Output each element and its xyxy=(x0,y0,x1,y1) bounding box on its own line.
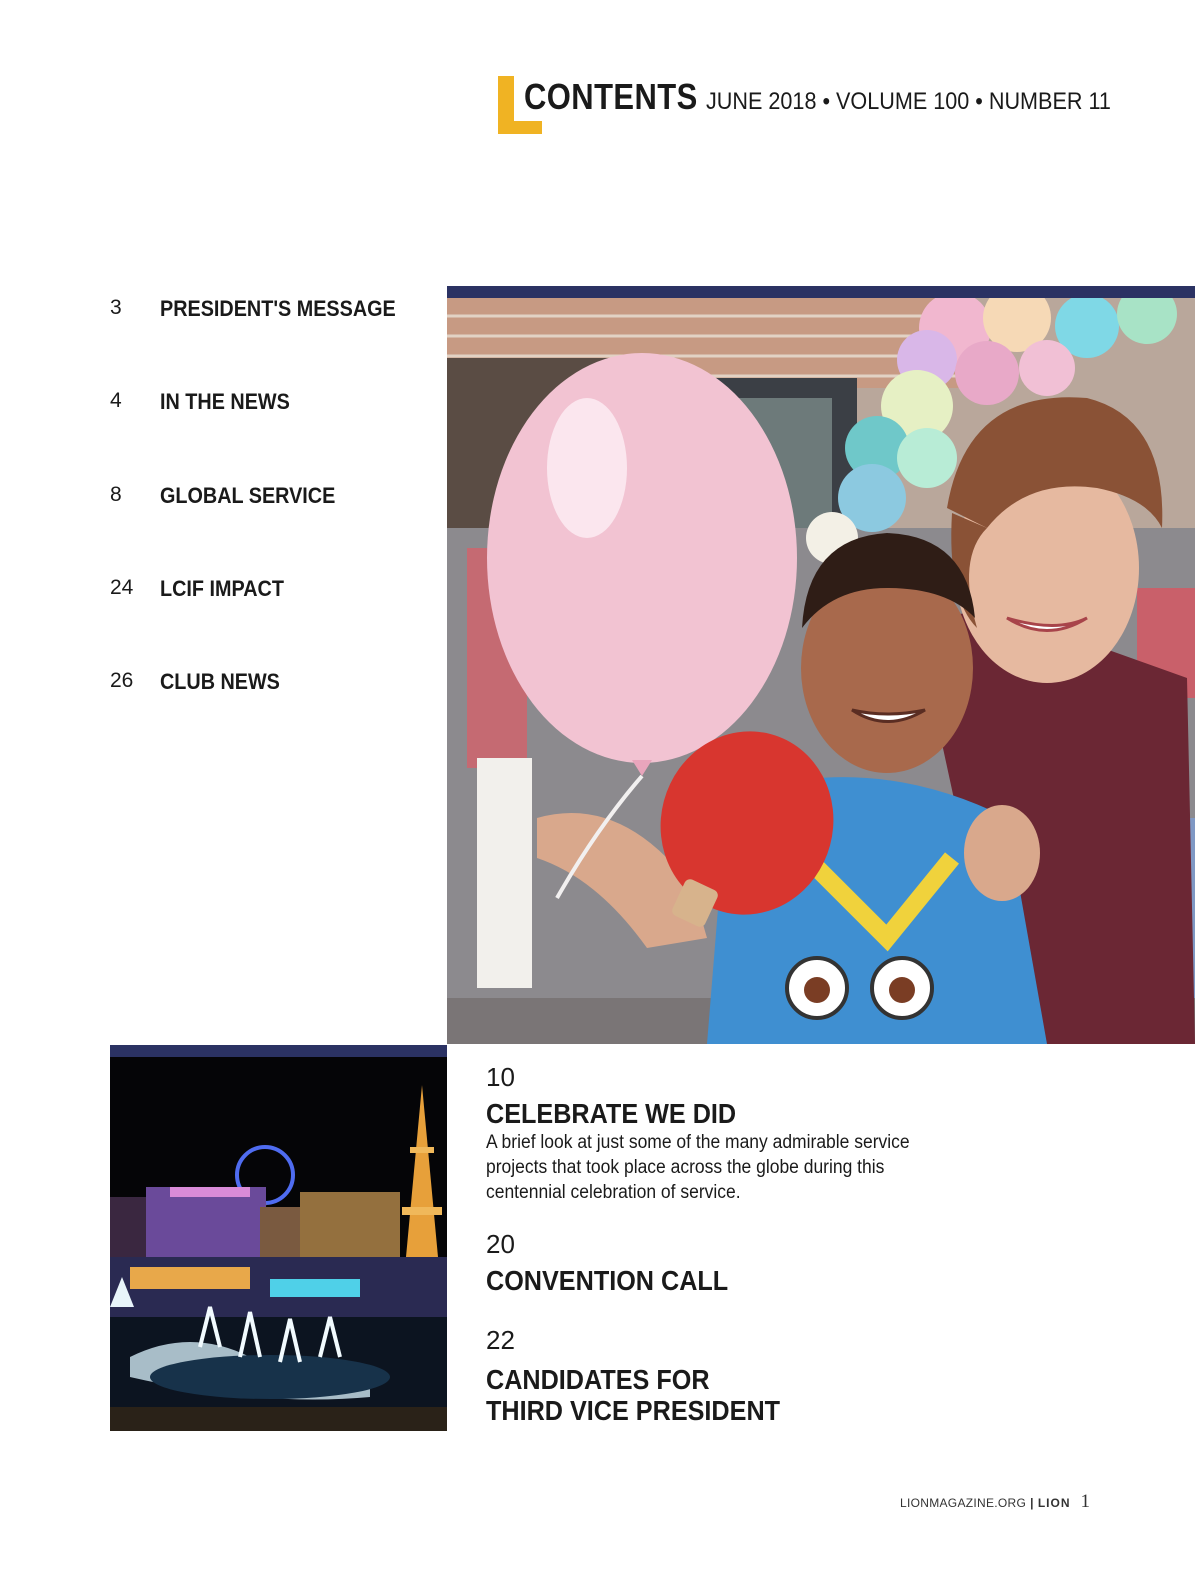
footer-site: LIONMAGAZINE.ORG xyxy=(900,1496,1027,1510)
page-number: 1 xyxy=(1080,1491,1091,1512)
feature-page-number: 10 xyxy=(486,1062,515,1092)
main-photo xyxy=(447,298,1195,1044)
toc-page-number: 4 xyxy=(110,389,122,412)
toc-label: IN THE NEWS xyxy=(160,389,290,414)
secondary-photo xyxy=(110,1057,447,1431)
photo-top-bar xyxy=(447,286,1195,298)
toc-page-number: 26 xyxy=(110,669,134,692)
toc-page-number: 8 xyxy=(110,483,122,506)
toc-label: LCIF IMPACT xyxy=(160,576,284,601)
feature-title-celebrate-we-did[interactable]: CELEBRATE WE DID xyxy=(486,1098,737,1129)
footer-separator: | xyxy=(1030,1496,1034,1510)
footer-brand: LION xyxy=(1037,1496,1071,1510)
feature-page-number: 20 xyxy=(486,1229,515,1259)
feature-title-candidates[interactable] xyxy=(486,1364,780,1426)
feature-page-number: 22 xyxy=(486,1325,515,1355)
issue-info: JUNE 2018 • VOLUME 100 • NUMBER 11 xyxy=(706,88,1111,115)
feature-description: A brief look at just some of the many admirable service projects that took place across the globe during this centennial celebration of service. xyxy=(486,1132,910,1203)
page-footer xyxy=(900,1491,1090,1513)
feature-title-convention-call[interactable]: CONVENTION CALL xyxy=(486,1265,729,1296)
toc-page-number: 3 xyxy=(110,296,122,319)
feature-title-line: CANDIDATES FOR xyxy=(486,1364,710,1395)
toc-label: CLUB NEWS xyxy=(160,669,280,694)
photo-secondary-top-bar xyxy=(110,1045,447,1057)
toc-label: GLOBAL SERVICE xyxy=(160,483,336,508)
page-title: CONTENTS xyxy=(524,76,698,117)
toc-page-number: 24 xyxy=(110,576,134,599)
toc-label: PRESIDENT'S MESSAGE xyxy=(160,296,396,321)
feature-title-line: THIRD VICE PRESIDENT xyxy=(486,1395,781,1426)
